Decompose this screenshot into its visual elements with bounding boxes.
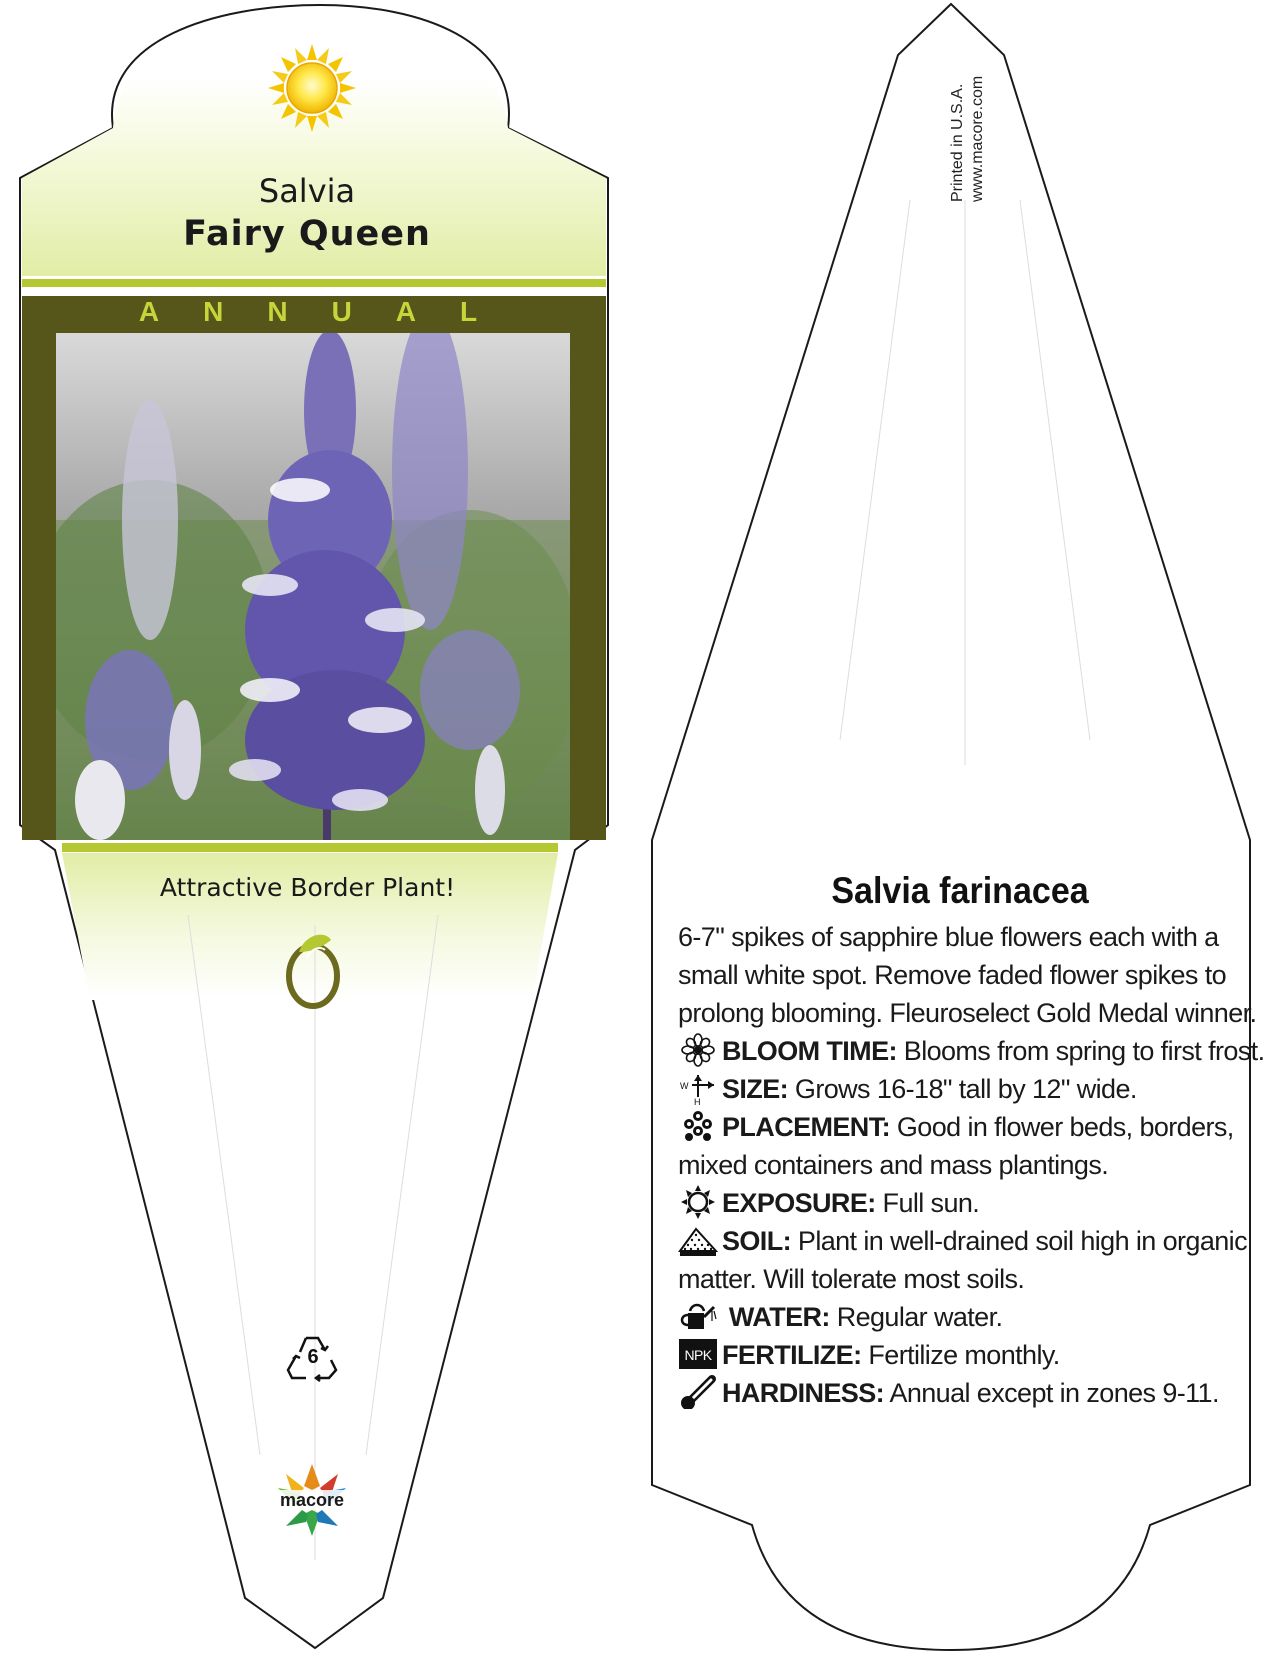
plant-type	[22, 296, 594, 328]
thermometer-icon	[678, 1375, 718, 1409]
top-accent-bar	[22, 279, 606, 287]
care-bloom-time	[678, 1032, 1268, 1070]
macore-logo-text: macore	[279, 1490, 345, 1510]
care-label: HARDINESS:	[722, 1378, 885, 1408]
care-water	[678, 1298, 1268, 1336]
care-text: Grows 16-18" tall by 12" wide.	[794, 1074, 1137, 1104]
printed-line2: www.macore.com	[969, 75, 986, 202]
care-text: Good in flower beds, borders, mixed containers and mass plantings.	[678, 1112, 1234, 1180]
scientific-name: Salvia farinacea	[831, 870, 1089, 911]
npk-text: NPK	[684, 1346, 712, 1363]
care-label: FERTILIZE:	[722, 1340, 862, 1370]
care-soil	[678, 1222, 1268, 1298]
care-label: SIZE:	[722, 1074, 789, 1104]
care-label: SOIL:	[722, 1226, 791, 1256]
npk-icon	[678, 1337, 718, 1371]
care-text: Plant in well-drained soil high in organic matter. Will tolerate most soils.	[678, 1226, 1247, 1294]
plant-genus: Salvia	[258, 172, 356, 210]
bottom-accent-bar	[62, 843, 558, 852]
size-icon	[678, 1071, 718, 1105]
type-letter: N	[203, 296, 224, 327]
watering-can-icon	[678, 1299, 718, 1333]
care-size	[678, 1070, 1268, 1108]
type-letter: N	[267, 296, 288, 327]
care-placement	[678, 1108, 1268, 1184]
care-text: Regular water.	[836, 1302, 1003, 1332]
description: 6-7" spikes of sapphire blue flowers each with a small white spot. Remove faded flower spikes to prolong blooming. Fleuroselect Gold Medal winner.	[678, 922, 1257, 1028]
type-letter: A	[138, 296, 160, 327]
type-letter: A	[395, 296, 417, 327]
plant-cultivar: Fairy Queen	[183, 214, 431, 254]
care-label: BLOOM TIME:	[722, 1036, 897, 1066]
size-icon-h: H	[694, 1096, 700, 1105]
tagline: Attractive Border Plant!	[159, 873, 456, 902]
size-icon-w: W	[680, 1080, 688, 1091]
care-exposure	[678, 1184, 1268, 1222]
care-label: PLACEMENT:	[722, 1112, 890, 1142]
placement-icon	[678, 1109, 718, 1143]
soil-icon	[678, 1223, 718, 1257]
plant-photo	[30, 310, 580, 840]
sun-icon	[268, 44, 356, 132]
type-letter: U	[331, 296, 352, 327]
care-hardiness	[678, 1374, 1268, 1412]
care-label: WATER:	[728, 1302, 830, 1332]
care-fertilize	[678, 1336, 1268, 1374]
care-text: Full sun.	[882, 1188, 980, 1218]
care-text: Annual except in zones 9-11.	[889, 1378, 1219, 1408]
care-text: Fertilize monthly.	[868, 1340, 1060, 1370]
type-letter: L	[460, 296, 478, 327]
printed-line1: Printed in U.S.A.	[949, 83, 966, 202]
flower-icon	[678, 1033, 718, 1067]
recycle-number: 6	[307, 1346, 319, 1368]
care-info	[678, 918, 1268, 1412]
care-label: EXPOSURE:	[722, 1188, 876, 1218]
sun-icon	[678, 1185, 718, 1219]
care-text: Blooms from spring to first frost.	[903, 1036, 1265, 1066]
